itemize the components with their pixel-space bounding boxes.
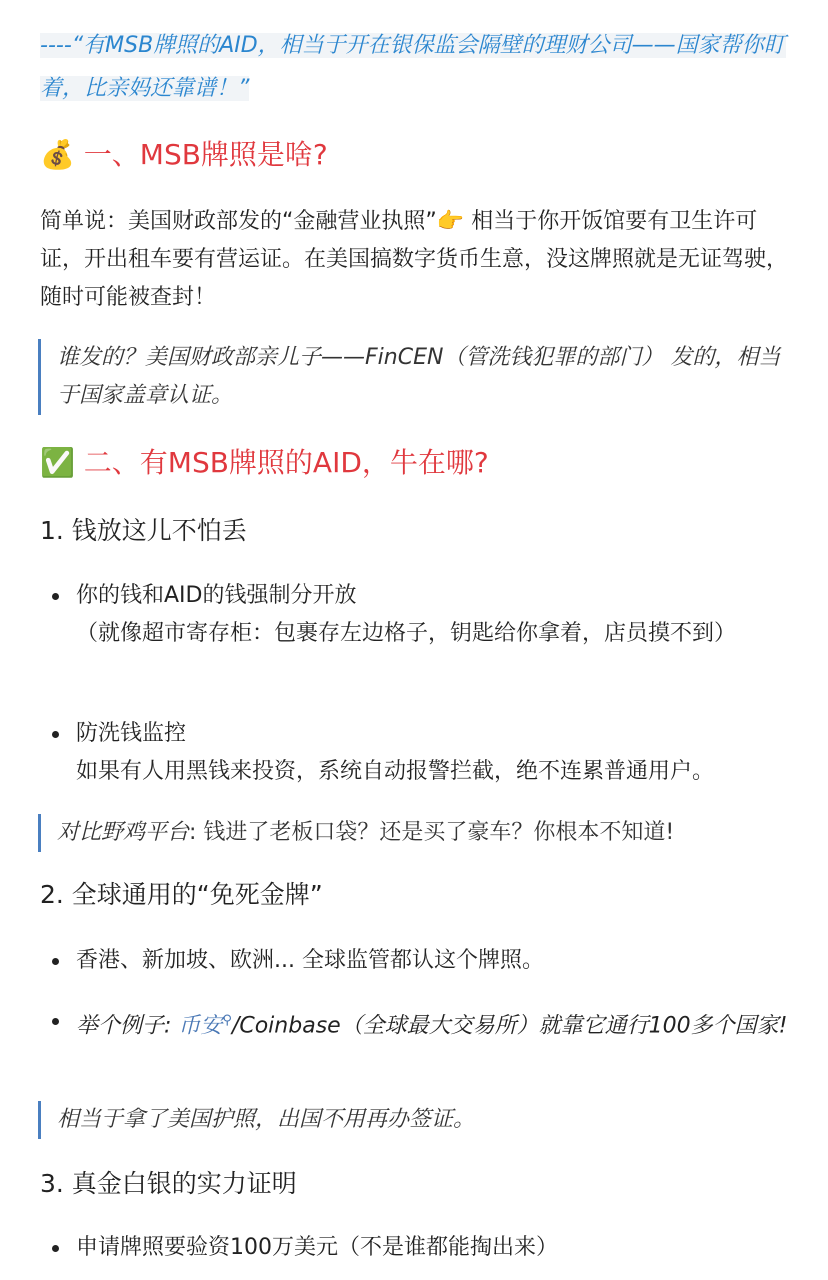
blockquote: 对比野鸡平台: 钱进了老板口袋？还是买了豪车？你根本不知道! bbox=[38, 814, 788, 852]
intro-quote: ----“有MSB牌照的AID，相当于开在银保监会隔壁的理财公司——国家帮你盯着，比亲妈还靠谱！” bbox=[40, 33, 786, 101]
section-heading-2: ✅ 二、有MSB牌照的AID，牛在哪? bbox=[40, 446, 489, 479]
list-item: 香港、新加坡、欧洲... 全球监管都认这个牌照。 bbox=[52, 942, 788, 980]
list-item: 申请牌照要验资100万美元（不是谁都能掏出来） bbox=[52, 1229, 788, 1267]
subheading-1: 1. 钱放这儿不怕丢 bbox=[40, 516, 247, 545]
blockquote: 相当于拿了美国护照，出国不用再办签证。 bbox=[38, 1101, 788, 1139]
list-item: 防洗钱监控 如果有人用黑钱来投资，系统自动报警拦截，绝不连累普通用户。 bbox=[52, 715, 788, 791]
list-item: 你的钱和AID的钱强制分开放 （就像超市寄存柜：包裹存左边格子，钥匙给你拿着，店员摸不到） bbox=[52, 577, 788, 653]
section-heading-1: 💰 一、MSB牌照是啥? bbox=[40, 138, 328, 171]
blockquote: 谁发的？美国财政部亲儿子——FinCEN（管洗钱犯罪的部门） 发的，相当于国家盖章认证。 bbox=[38, 339, 788, 415]
money-bag-icon: 💰 bbox=[40, 138, 75, 171]
subheading-2: 2. 全球通用的“免死金牌” bbox=[40, 880, 323, 909]
search-icon[interactable]: ⚲ bbox=[222, 1013, 232, 1028]
list-item: 举个例子: 币安⚲/Coinbase（全球最大交易所）就靠它通行100多个国家! bbox=[52, 1002, 788, 1045]
section1-paragraph: 简单说：美国财政部发的“金融营业执照”👉 相当于你开饭馆要有卫生许可证，开出租车要有营运证。在美国搞数字货币生意，没这牌照就是无证驾驶，随时可能被查封！ bbox=[40, 209, 789, 310]
pointing-hand-icon: 👉 bbox=[436, 209, 465, 234]
binance-link[interactable]: 币安 bbox=[178, 1013, 223, 1039]
subheading-3: 3. 真金白银的实力证明 bbox=[40, 1169, 297, 1198]
check-mark-icon: ✅ bbox=[40, 446, 75, 479]
